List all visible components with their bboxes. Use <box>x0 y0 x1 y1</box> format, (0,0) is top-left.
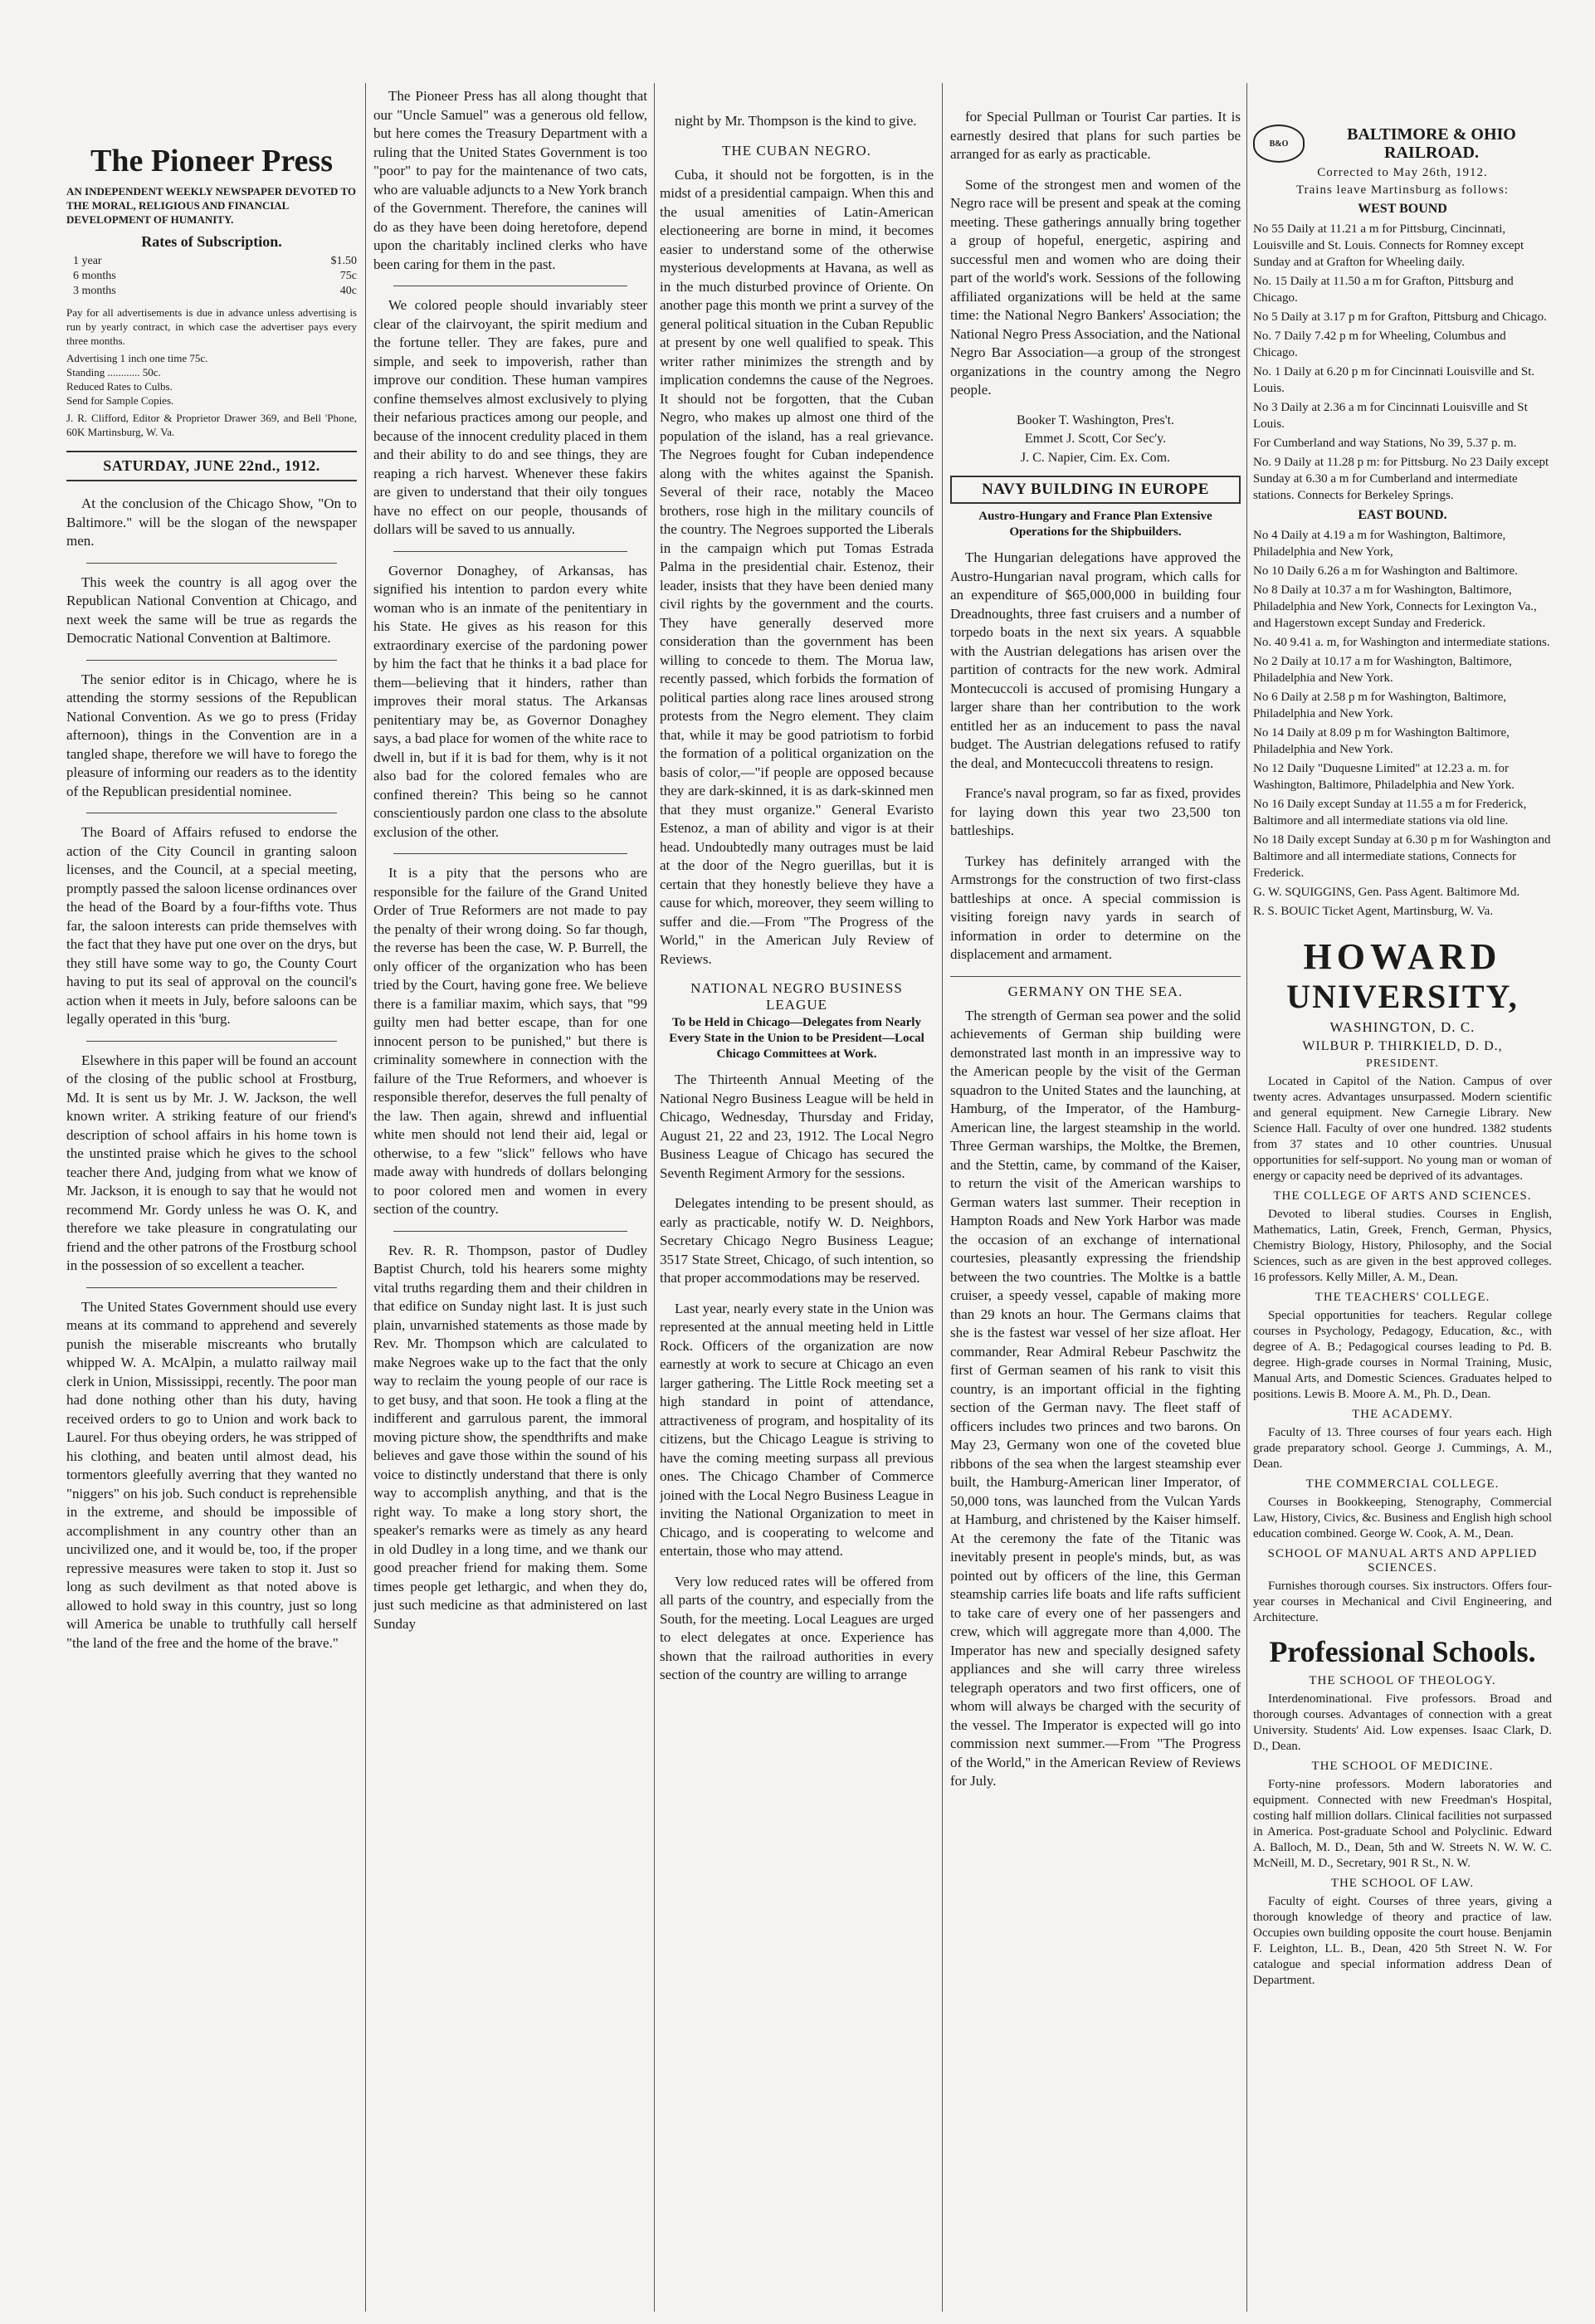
passenger-agent: G. W. SQUIGGINS, Gen. Pass Agent. Baltimore Md. <box>1253 886 1520 899</box>
timetable-entry: No 10 Daily 6.26 a m for Washington and Baltimore. <box>1253 564 1518 578</box>
column-4 <box>950 108 1241 2307</box>
timetable-entry: No. 7 Daily 7.42 p m for Wheeling, Columbus and Chicago. <box>1253 330 1506 359</box>
paragraph: Governor Donaghey, of Arkansas, has signified his intention to pardon every white woman who is an inmate of the penitentiary in his State. He gives as his reason for this extraordinary exercise of the pardoning power by him the fact that he thinks it a bad place for them—believing that it hinders, rather than improves their moral status. The Arkansas penitentiary may be, as Governor Donaghey says, a bad place for women of the white race to dwell in, but if it is bad for them, why is it not also bad for the colored females who are confined therein? This being so he cannot conscientiously pardon one class to the absolute exclusion of the other. <box>373 562 647 840</box>
reduced-rates: Reduced Rates to Culbs. <box>66 380 173 393</box>
advertising-standing: Standing ............ 50c. <box>66 366 161 378</box>
timetable-entry: No. 40 9.41 a. m, for Washington and intermediate stations. <box>1253 636 1550 649</box>
heading-manual-arts: SCHOOL OF MANUAL ARTS AND APPLIED SCIENCES. <box>1267 1547 1538 1575</box>
masthead-title: The Pioneer Press <box>90 144 333 178</box>
paragraph: The strength of German sea power and the solid achievements of German ship building were demonstrated last month in an impressive way to the American people by the visit of the German squadron to the United States and the launching, at Hamburg, of the Imperator, of the Hamburg-American line, the largest steamship in the world. Three German warships, the Moltke, the Bremen, and the Stettin, came, by command of the Kaiser, to return the visit of the American warships to German waters last summer. Their reception in Hampton Roads and New York Harbor was made the occasion of an exchange of international courtesies, pleasantly expressing the friendship between the two countries. The Moltke is a battle cruiser, a speedy vessel, capable of making more than 29 knots an hour. The Germans claims that she is the fastest war vessel of her size afloat. Her commander, Rear Admiral Rebeur Paschwitz the first of German seamen of his rank to visit this country, is an important official in the fighting section of the German navy. The fleet staff of officers includes two princes and two barons. On May 23, Germany won one of the coveted blue ribbons of the sea when the largest steamship ever built, the Hamburg-American liner Imperator, of 50,000 tons, was launched from the Vulcan Yards at Hamburg, and christened by the Kaiser himself. At the ceremony the fate of the Titanic was inevitably present in people's minds, but, as was pointed out by officers of the line, this German steamship carries life boats and life rafts sufficient to take care of every one of her passengers and crew, which will aggregate more than 4,000. The Imperator has new and specially designed safety appliances and she will carry three wireless telegraph operators and two first officers, one of whom will always be charged with the security of the vessel. The Imperator is expected will go into commission next summer.—From "The Progress of the World," in the American Review of Reviews for July. <box>950 1007 1241 1789</box>
heading-arts-sciences: THE COLLEGE OF ARTS AND SCIENCES. <box>1273 1189 1532 1203</box>
paragraph: Faculty of 13. Three courses of four years each. High grade preparatory school. George J. Cummings, A. M., Dean. <box>1253 1426 1552 1471</box>
paragraph: Interdenominational. Five professors. Broad and thorough courses. Advantages of connection with a great University. Students' Aid. Low expenses. Isaac Clark, D. D., Dean. <box>1253 1692 1552 1753</box>
column-rule <box>654 83 655 2312</box>
timetable-entry: For Cumberland and way Stations, No 39, 5.37 p. m. <box>1253 437 1517 450</box>
heading-commercial-college: THE COMMERCIAL COLLEGE. <box>1305 1477 1500 1491</box>
paragraph: The Thirteenth Annual Meeting of the National Negro Business League will be held in Chicago, Wednesday, Thursday and Friday, August 21, 22 and 23, 1912. The Local Negro Business League of Chicago has secured the Seventh Regiment Armory for the sessions. <box>660 1072 934 1181</box>
timetable-entry: No 18 Daily except Sunday at 6.30 p m for Washington and Baltimore and all intermediate stations, Connects for Frederick. <box>1253 833 1551 880</box>
paragraph: Some of the strongest men and women of the Negro race will be present and speak at the coming meeting. These gatherings annually bring together a group of hopeful, energetic, aspiring and successful men and women who are doing their part of the world's work. Sessions of the following affiliated organizations will be held at the same time: the National Negro Bankers' Association; the National Negro Press Association, and the National Negro Bar Association—a group of the strongest organizations in the country among the Negro people. <box>950 176 1241 398</box>
paragraph: The senior editor is in Chicago, where he is attending the stormy sessions of the Republican National Convention. As we go to press (Friday afternoon), things in the Convention are in a tangled shape, therefore we will have to forego the pleasure of informing our readers as to the identity of the Republican presidential nominee. <box>66 671 357 799</box>
paragraph: We colored people should invariably steer clear of the clairvoyant, the spirit medium and the fortune teller. They are fakes, pure and simple, and seek to impoverish, rather than improve our condition. These human vampires confine themselves almost exclusively to plying their nefarious practices among our people, and because of the innocent credulity placed in them and their ability to do and see things, they are reaping a rich harvest. Whenever these fakirs are given to understand that their oily tongues have no effect on our people, thousands of dollars will be saved to us annually. <box>373 297 647 537</box>
paragraph: for Special Pullman or Tourist Car parties. It is earnestly desired that plans for such parties be arranged for as early as practicable. <box>950 109 1241 162</box>
signature: J. C. Napier, Cim. Ex. Com. <box>1020 450 1171 465</box>
paragraph: At the conclusion of the Chicago Show, "On to Baltimore." will be the slogan of the newspaper men. <box>66 496 357 549</box>
paragraph: Turkey has definitely arranged with the Armstrongs for the construction of two first-class battleships at once. A special commission is visiting foreign navy yards in search of information in order to determine on the displacement and armament. <box>950 852 1241 962</box>
timetable-entry: No. 15 Daily at 11.50 a m for Grafton, Pittsburg and Chicago. <box>1253 275 1514 305</box>
paragraph: Devoted to liberal studies. Courses in English, Mathematics, Latin, Greek, French, German, Physics, Chemistry Biology, History, Philosophy, and the Social Sciences, such as are given in the best approved colleges. 16 professors. Kelly Miller, A. M., Dean. <box>1253 1208 1552 1284</box>
timetable-entry: No 55 Daily at 11.21 a m for Pittsburg, Cincinnati, Louisville and St. Louis. Connects for Romney except Sunday and at Grafton for Wheeling daily. <box>1253 222 1524 269</box>
bo-emblem-icon: B&O <box>1253 124 1305 163</box>
timetable-entry: No 6 Daily at 2.58 p m for Washington, Baltimore, Philadelphia and New York. <box>1253 691 1507 720</box>
timetable-entry: No 2 Daily at 10.17 a m for Washington, Baltimore, Philadelphia and New York. <box>1253 655 1512 685</box>
timetable-entry: No 3 Daily at 2.36 a m for Cincinnati Louisville and St Louis. <box>1253 401 1528 431</box>
paragraph: Delegates intending to be present should, as early as practicable, notify W. D. Neighbors, Secretary Chicago Negro Business League; 3517 State Street, Chicago, of such intention, so that proper accommodations may be reserved. <box>660 1195 934 1286</box>
rate-row: 3 months 40c <box>73 285 357 297</box>
masthead-subtitle: AN INDEPENDENT WEEKLY NEWSPAPER DEVOTED TO THE MORAL, RELIGIOUS AND FINANCIAL DEVELOPMENT OF HUMANITY. <box>66 185 357 226</box>
divider <box>86 1287 337 1288</box>
paragraph: night by Mr. Thompson is the kind to give. <box>675 113 917 129</box>
editor-contact: J. R. Clifford, Editor & Proprietor Drawer 369, and Bell 'Phone, 60K Martinsburg, W. Va. <box>66 412 357 438</box>
rate-row: 6 months 75c <box>73 270 357 282</box>
issue-date: SATURDAY, JUNE 22nd., 1912. <box>66 451 357 481</box>
timetable-entry: No 14 Daily at 8.09 p m for Washington Baltimore, Philadelphia and New York. <box>1253 726 1510 756</box>
paragraph: Faculty of eight. Courses of three years, giving a thorough knowledge of theory and practice of law. Occupies own building opposite the court house. Benjamin F. Leighton, LL. B., Dean, 420 5th Street N. W. For catalogue and special information address Dean of Department. <box>1253 1895 1552 1987</box>
divider <box>393 853 627 854</box>
heading-medicine: THE SCHOOL OF MEDICINE. <box>1311 1760 1494 1773</box>
paragraph: France's naval program, so far as fixed, provides for laying down this year two 23,500 ton battleships. <box>950 785 1241 838</box>
paragraph: It is a pity that the persons who are responsible for the failure of the Grand United Order of True Reformers are not made to pay the penalty of their wrong doing. So far though, the reverse has been the case, W. P. Burrell, the only officer of the organization who has been tried by the Court, having gone free. We believe there is a familiar maxim, which says, that "99 guilty men had better escape, than for one innocent person to be punished," but there is criminality somewhere in connection with the failure of the True Reformers, and whoever is responsible therefor, deserves the full penalty of the law. Then again, shrewd and influential white men should not lend their aid, legal or otherwise, to a few "slick" fellows who have made away with hundreds of dollars belonging to poor colored men and women in every section of the country. <box>373 865 647 1217</box>
paragraph: Cuba, it should not be forgotten, is in the midst of a presidential campaign. When this and the usual amenities of Latin-American electioneering are borne in mind, it becomes easier to understand some of the otherwise mysterious developments at Havana, as well as in the much disturbed province of Oriente. On another page this month we print a survey of the general political situation in the Cuban Republic at present by one well qualified to speak. This writer rather minimizes the strength and by implication condemns the cause of the Negroes. It should not be forgotten, that the Cuban Negro, who makes up almost one third of the population of the island, has a real grievance. The Negroes fought for Cuban independence along with the whites against the Spanish. Several of their race, notably the Maceo brothers, rose high in the military councils of the country. The Negroes supported the Liberals in the campaign which put Tomas Estrada Palma in the presidential chair. Estenoz, their leader, insists that they have been denied many civil rights by the government and the courts. They have generally deserved more consideration than the government has been willing to concede to them. The Morua law, recently passed, which forbids the formation of political parties along race lines aroused strong protests from the Negro element. They claim that, while it may be good patriotism to forbid the formation of a political organization on the basis of color,—"if people are opposed because they are dark-skinned, it is as dark-skinned men that they must organize." General Evaristo Estenoz, a man of ability and vigor is at their head. Undoubtedly many outrages must be laid at the door of the Negro guerillas, but it is certain that they honestly believe they have a cause for which, moreover, they seem willing to suffer and die.—From "The Progress of the World," in the American July Review of Reviews. <box>660 166 934 967</box>
heading-academy: THE ACADEMY. <box>1352 1408 1453 1421</box>
paragraph: Furnishes thorough courses. Six instructors. Offers four-year courses in Mechanical and Civil Engineering, and Architecture. <box>1253 1579 1552 1624</box>
headline-germany-sea: GERMANY ON THE SEA. <box>950 976 1241 1000</box>
paragraph: Courses in Bookkeeping, Stenography, Commercial Law, History, Civics, &c. Business and English high school education combined. George W. Cook, A. M., Dean. <box>1253 1496 1552 1540</box>
rates-title: Rates of Subscription. <box>141 233 282 250</box>
divider <box>86 660 337 661</box>
bo-railroad-header <box>1253 124 1552 163</box>
timetable-intro: Trains leave Martinsburg as follows: <box>1296 183 1509 197</box>
column-rule <box>942 83 943 2312</box>
ticket-agent: R. S. BOUIC Ticket Agent, Martinsburg, W. Va. <box>1253 905 1494 918</box>
timetable-entry: No 16 Daily except Sunday at 11.55 a m for Frederick, Baltimore and all intermediate stations via old line. <box>1253 798 1527 828</box>
paragraph: Forty-nine professors. Modern laboratories and equipment. Connected with new Freedman's Hospital, costing half million dollars. Clinical facilities not surpassed in America. Post-graduate School and Polyclinic. Edward A. Balloch, M. D., Dean, 5th and W. Streets N. W. W. C. McNeill, M. D., Secretary, 901 R St., N. W. <box>1253 1778 1552 1870</box>
paragraph: Very low reduced rates will be offered from all parts of the country, and especially from the South, for the meeting. Local Leagues are urged to elect delegates at once. Experience has shown that the railroad authorities in every section of the country are willing to arrange <box>660 1573 934 1682</box>
paragraph: Last year, nearly every state in the Union was represented at the annual meeting held in Little Rock. Officers of the organization are now earnestly at work to secure at Chicago an even larger gathering. The Little Rock meeting set a high standard in point of attendance, attractiveness of program, and hospitality of its citizens, but the Chicago League is striving to have the coming meeting surpass all previous ones. The Chicago Chamber of Commerce joined with the Local Negro Business League in inviting the National Organization to meet in Chicago, and is cooperating to welcome and entertain, those who may attend. <box>660 1300 934 1559</box>
paragraph: Rev. R. R. Thompson, pastor of Dudley Baptist Church, told his hearers some mighty vital truths regarding them and their children in that edifice on Sunday night last. It is just such plain, unvarnished statements as those made by Rev. Mr. Thompson which are calculated to make Negroes wake up to the fact that the only way to reclaim the young people of our race is to get busy, and that soon. He took a fling at the indifferent and garrulous parent, the immoral moving picture show, the spendthrifts and make believes and gave those within the sound of his voice to distinctly understand that there is only way to accomplish anything, and that is the right way. To make a long story short, the speaker's remarks were as timely as any heard in old Dudley in a long time, and we thank our good preacher friend for making them. Some times people get lethargic, and when they do, just such medicine as that administered on last Sunday <box>373 1242 647 1632</box>
column-1 <box>66 143 357 2307</box>
divider <box>86 563 337 564</box>
signature: Emmet J. Scott, Cor Sec'y. <box>1024 432 1167 446</box>
president-title: PRESIDENT. <box>1366 1057 1439 1070</box>
paragraph: Elsewhere in this paper will be found an account of the closing of the public school at Frostburg, Md. It is sent us by Mr. J. W. Jackson, the well known writer. A striking feature of our friend's description of school affairs in his home town is the unstinted praise which he gives to the school teacher there And, judging from what we know of Mr. Jackson, it is enough to say that he would not recommend Mr. Gordy unless he was O. K, and therefore we take pleasure in congratulating our friend and the other patrons of the Frostburg school in the possession of so excellent a teacher. <box>66 1052 357 1273</box>
column-rule <box>365 83 366 2312</box>
heading-theology: THE SCHOOL OF THEOLOGY. <box>1309 1674 1496 1687</box>
bo-railroad-title: BALTIMORE & OHIO RAILROAD. <box>1347 125 1516 162</box>
column-5 <box>1253 124 1552 2307</box>
timetable-corrected: Corrected to May 26th, 1912. <box>1317 166 1488 179</box>
paragraph: Located in Capitol of the Nation. Campus of over twenty acres. Advantages unsurpassed. Modern scientific and general equipment. New Carnegie Library. New Science Hall. Faculty of over one hundred. 1382 students from 37 states and 10 other countries. Unusual opportunities for self-support. No young man or woman of energy or capacity need be deprived of its advantages. <box>1253 1075 1552 1183</box>
professional-schools-heading: Professional Schools. <box>1269 1635 1536 1668</box>
divider <box>86 1041 337 1042</box>
advertising-notice: Pay for all advertisements is due in advance unless advertising is run by yearly contract, in which case the advertiser pays every three months. <box>66 306 357 347</box>
signature: Booker T. Washington, Pres't. <box>1016 413 1175 427</box>
column-3 <box>660 112 934 2307</box>
column-2 <box>373 87 647 2307</box>
west-bound-heading: WEST BOUND <box>1358 202 1447 216</box>
timetable-entry: No 5 Daily at 3.17 p m for Grafton, Pittsburg and Chicago. <box>1253 310 1547 324</box>
paragraph: The Hungarian delegations have approved the Austro-Hungarian naval program, which calls for an expenditure of $65,000,000 in building four Dreadnoughts, three fast cruisers and a number of torpedo boats in the next six years. A squabble with the Austrian delegations has arisen over the partition of contracts for the new work. Admiral Montecuccoli is accused of promising Hungary a larger share than her contribution to the work entitled her as an inducement to pass the naval budget. The Austrian delegations refused to ratify the deal, and Montecuccoli threatens to resign. <box>950 549 1241 771</box>
east-bound-heading: EAST BOUND. <box>1358 508 1447 522</box>
heading-teachers-college: THE TEACHERS' COLLEGE. <box>1315 1291 1490 1304</box>
divider <box>393 1231 627 1232</box>
timetable-entry: No 4 Daily at 4.19 a m for Washington, Baltimore, Philadelphia and New York, <box>1253 529 1506 559</box>
paragraph: The United States Government should use every means at its command to apprehend and severely punish the miserable miscreants who brutally whipped W. A. McAlpin, a mulatto railway mail clerk in Union, Mississippi, recently. The poor man had done nothing other than his duty, having received orders to go to Union and work back to Laurel. For thus obeying orders, he was stripped of his clothing, and beaten until almost dead, his tormentors gleefully averring that they wanted no "niggers" on his job. Such conduct is reprehensible in the extreme, and should be impossible of accomplishment in any country other than an uncivilized one, and it would be, too, if the proper repressive measures were taken to stop it. Just so long as such devilment as that noted above is allowed to hold sway in this country, just so long will America be unable to truthfully call herself "the land of the free and the home of the brave." <box>66 1298 357 1651</box>
paragraph: This week the country is all agog over the Republican National Convention at Chicago, and next week the same will be true as regards the Democratic National Convention at Baltimore. <box>66 574 357 646</box>
subheadline-navy-building: Austro-Hungary and France Plan Extensive Operations for the Shipbuilders. <box>978 510 1212 539</box>
headline-navy-building: NAVY BUILDING IN EUROPE <box>950 476 1241 504</box>
president-name: WILBUR P. THIRKIELD, D. D., <box>1302 1039 1503 1053</box>
timetable-entry: No. 9 Daily at 11.28 p m: for Pittsburg. No 23 Daily except Sunday at 6.30 a m for Cumberland and intermediate stations. Connects for Berkeley Springs. <box>1253 456 1549 502</box>
timetable-entry: No 8 Daily at 10.37 a m for Washington, Baltimore, Philadelphia and New York, Connects for Lexington Va., and Hagerstown except Sunday and Frederick. <box>1253 583 1537 630</box>
rate-row: 1 year $1.50 <box>73 255 357 267</box>
advertising-rate: Advertising 1 inch one time 75c. <box>66 352 208 364</box>
paragraph: The Pioneer Press has all along thought that our "Uncle Samuel" was a generous old fellow, but here comes the Treasury Department with a ruling that the United States Government is too "poor" to pay for the maintenance of two cats, who are valuable adjuncts to a New York branch of the Government. Therefore, the canines will do as they have been doing heretofore, depend upon the charitably inclined clerks who have been caring for them in the past. <box>373 88 647 272</box>
paragraph: The Board of Affairs refused to endorse the action of the City Council in granting saloon licenses, and the Council, at a special meeting, promptly passed the saloon license ordinances over the head of the Board by a four-fifths vote. Thus far, the saloon interests can pride themselves with the fact that they have put one over on the drys, but they still have some way to go, the County Court having to put its seal of approval on the council's action when it meets in July, before saloons can be legally operated in this 'burg. <box>66 824 357 1027</box>
heading-law: THE SCHOOL OF LAW. <box>1330 1877 1475 1890</box>
paragraph: Special opportunities for teachers. Regular college courses in Psychology, Pedagogy, Education, &c., with degree of A. B.; Pedagogical courses leading to Pd. B. degree. High-grade courses in Normal Training, Music, Manual Arts, and Domestic Sciences. Graduates helped to positions. Lewis B. Moore A. M., Ph. D., Dean. <box>1253 1309 1552 1401</box>
headline-cuban-negro: THE CUBAN NEGRO. <box>722 142 871 159</box>
howard-university-ad <box>1253 936 1552 1989</box>
column-rule <box>1246 83 1247 2312</box>
divider <box>393 551 627 552</box>
subheadline-business-league: To be Held in Chicago—Delegates from Nearly Every State in the Union to be President—Local Chicago Committees at Work. <box>669 1016 924 1061</box>
sample-copies: Send for Sample Copies. <box>66 394 174 407</box>
timetable-entry: No. 1 Daily at 6.20 p m for Cincinnati Louisville and St. Louis. <box>1253 365 1535 395</box>
university-title: UNIVERSITY, <box>1286 978 1519 1015</box>
university-city: WASHINGTON, D. C. <box>1329 1019 1475 1035</box>
howard-title: HOWARD <box>1303 936 1502 977</box>
timetable-entry: No 12 Daily "Duquesne Limited" at 12.23 a. m. for Washington, Baltimore, Philadelphia and New York. <box>1253 762 1515 792</box>
headline-business-league: NATIONAL NEGRO BUSINESS LEAGUE <box>690 980 903 1013</box>
